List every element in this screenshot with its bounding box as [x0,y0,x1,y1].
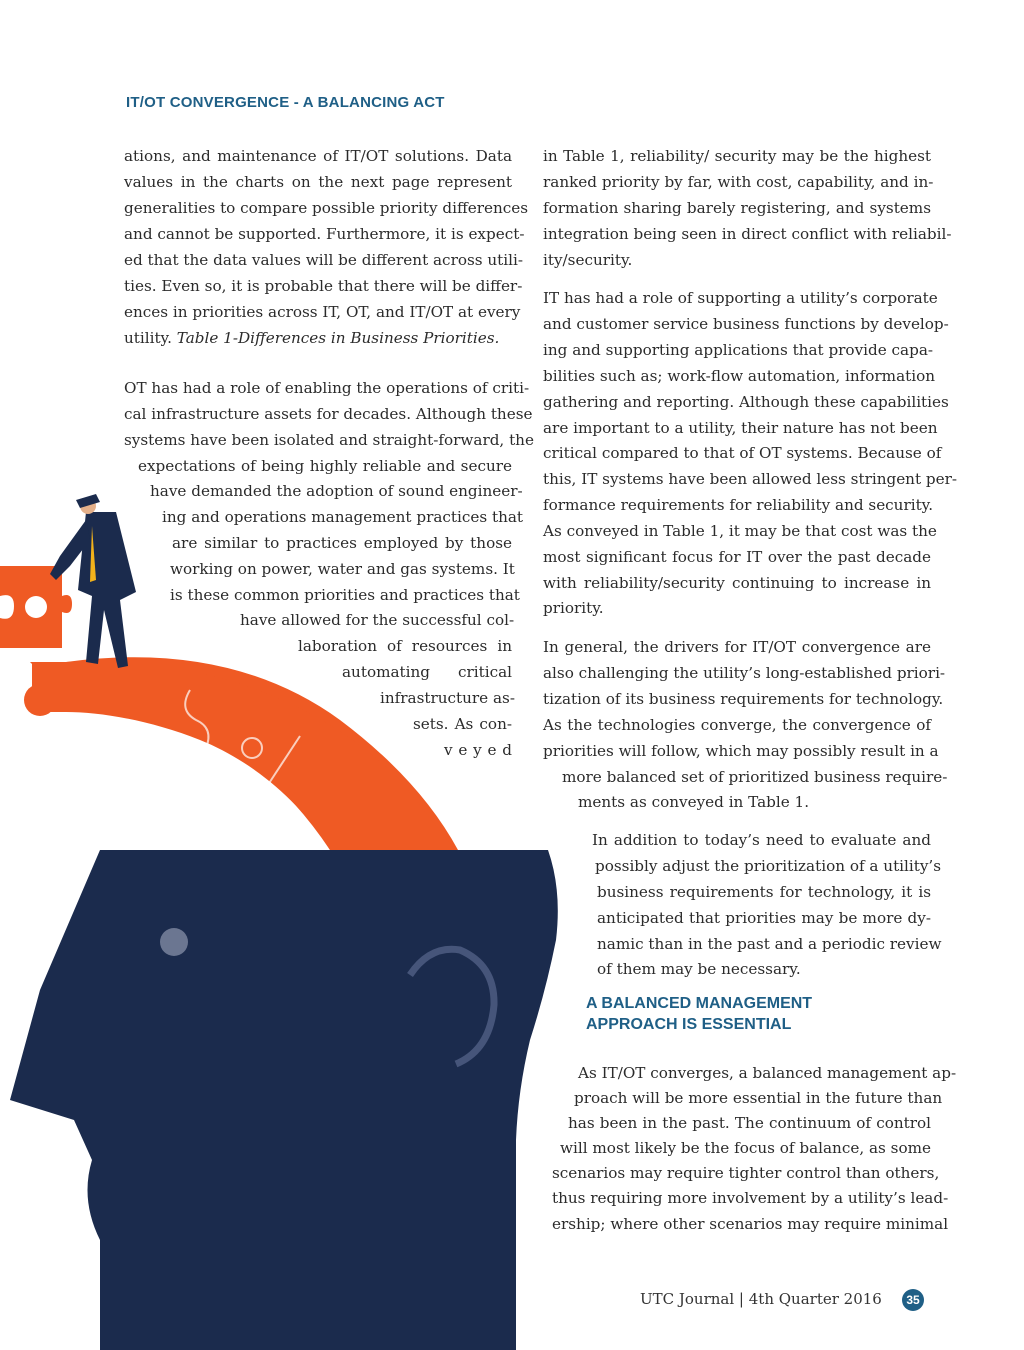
right-line: has been in the past. The continuum of control [568,1114,931,1132]
left-line: ations, and maintenance of IT/OT solutions. Data [124,147,512,165]
left-line: OT has had a role of enabling the operations of criti- [124,379,530,397]
left-line: cal infrastructure assets for decades. Although these [124,405,533,423]
right-line: scenarios may require tighter control than others, [552,1164,940,1182]
left-line: ing and operations management practices that [162,508,524,526]
head-eye [160,928,188,956]
right-line: proach will be more essential in the future than [574,1089,943,1107]
left-line: expectations of being highly reliable and secure [138,457,512,475]
left-line: ed that the data values will be different across utili- [124,251,523,269]
left-line: have allowed for the successful col- [240,611,515,629]
left-line: is these common priorities and practices that [170,586,520,604]
right-line: in Table 1, reliability/ security may be the highest [543,147,931,165]
right-line: IT has had a role of supporting a utility’s corporate [543,289,938,307]
left-line: ences in priorities across IT, OT, and IT/OT at every [124,303,521,321]
right-line: tization of its business requirements for technology. [543,690,944,708]
right-line: ity/security. [543,251,633,269]
right-line: and customer service business functions by develop- [543,315,949,333]
left-line: generalities to compare possible priority differences [124,199,529,217]
right-line: In addition to today’s need to evaluate and [592,831,931,849]
right-line: ranked priority by far, with cost, capability, and in- [543,173,934,191]
left-line: sets. As con- [413,715,512,733]
right-line: possibly adjust the prioritization of a utility’s [595,857,942,875]
section-heading-line-1: A BALANCED MANAGEMENT [586,995,813,1012]
right-line: gathering and reporting. Although these capabilities [543,393,949,411]
right-line: In general, the drivers for IT/OT convergence are [543,638,931,656]
table-reference: Table 1-Differences in Business Priorities. [176,329,500,347]
businessman-figure [50,494,136,668]
right-line: business requirements for technology, it is [597,883,931,901]
right-line: are important to a utility, their nature has not been [543,419,938,437]
right-line: most significant focus for IT over the past decade [543,548,931,566]
right-line: formation sharing barely registering, and systems [543,199,931,217]
left-line: values in the charts on the next page represent [124,173,512,191]
left-line: infrastructure as- [380,689,515,707]
utility-prefix: utility. [124,329,177,347]
left-line: laboration of resources in [298,637,512,655]
page-number: 35 [902,1289,924,1311]
left-line: working on power, water and gas systems. It [170,560,515,578]
right-line: formance requirements for reliability and security. [543,496,934,514]
left-line [124,328,512,348]
right-line: anticipated that priorities may be more dy- [597,909,931,927]
left-line: systems have been isolated and straight-forward, the [124,431,534,449]
right-line: priority. [543,599,604,617]
right-line: also challenging the utility’s long-established priori- [543,664,946,682]
footer: UTC Journal | 4th Quarter 2016 [640,1290,882,1308]
right-line: namic than in the past and a periodic review [597,935,942,953]
running-head: IT/OT CONVERGENCE - A BALANCING ACT [126,94,445,111]
right-line: will most likely be the focus of balance, as some [560,1139,931,1157]
right-line: thus requiring more involvement by a utility’s lead- [552,1189,949,1207]
right-line: integration being seen in direct conflict with reliabil- [543,225,952,243]
left-line: v e y e d [444,741,512,759]
right-line: more balanced set of prioritized business require- [562,768,948,786]
right-line: of them may be necessary. [597,960,801,978]
left-line: automating critical [342,663,512,681]
left-line: ties. Even so, it is probable that there will be differ- [124,277,523,295]
left-line: have demanded the adoption of sound engineer- [150,482,523,500]
left-line: and cannot be supported. Furthermore, it is expect- [124,225,525,243]
left-line: are similar to practices employed by those [172,534,512,552]
right-line: As IT/OT converges, a balanced management ap- [578,1064,957,1082]
right-line: ing and supporting applications that provide capa- [543,341,934,359]
right-line: with reliability/security continuing to increase in [543,574,931,592]
right-line: ments as conveyed in Table 1. [578,793,810,811]
right-line: ership; where other scenarios may require minimal [552,1215,949,1233]
right-line: bilities such as; work-flow automation, information [543,367,936,385]
head-silhouette [10,850,558,1350]
right-line: priorities will follow, which may possibly result in a [543,742,939,760]
right-line: this, IT systems have been allowed less stringent per- [543,470,958,488]
right-line: As the technologies converge, the convergence of [543,716,931,734]
right-line: critical compared to that of OT systems. Because of [543,444,942,462]
section-heading-line-2: APPROACH IS ESSENTIAL [586,1016,792,1033]
right-line: As conveyed in Table 1, it may be that cost was the [543,522,937,540]
